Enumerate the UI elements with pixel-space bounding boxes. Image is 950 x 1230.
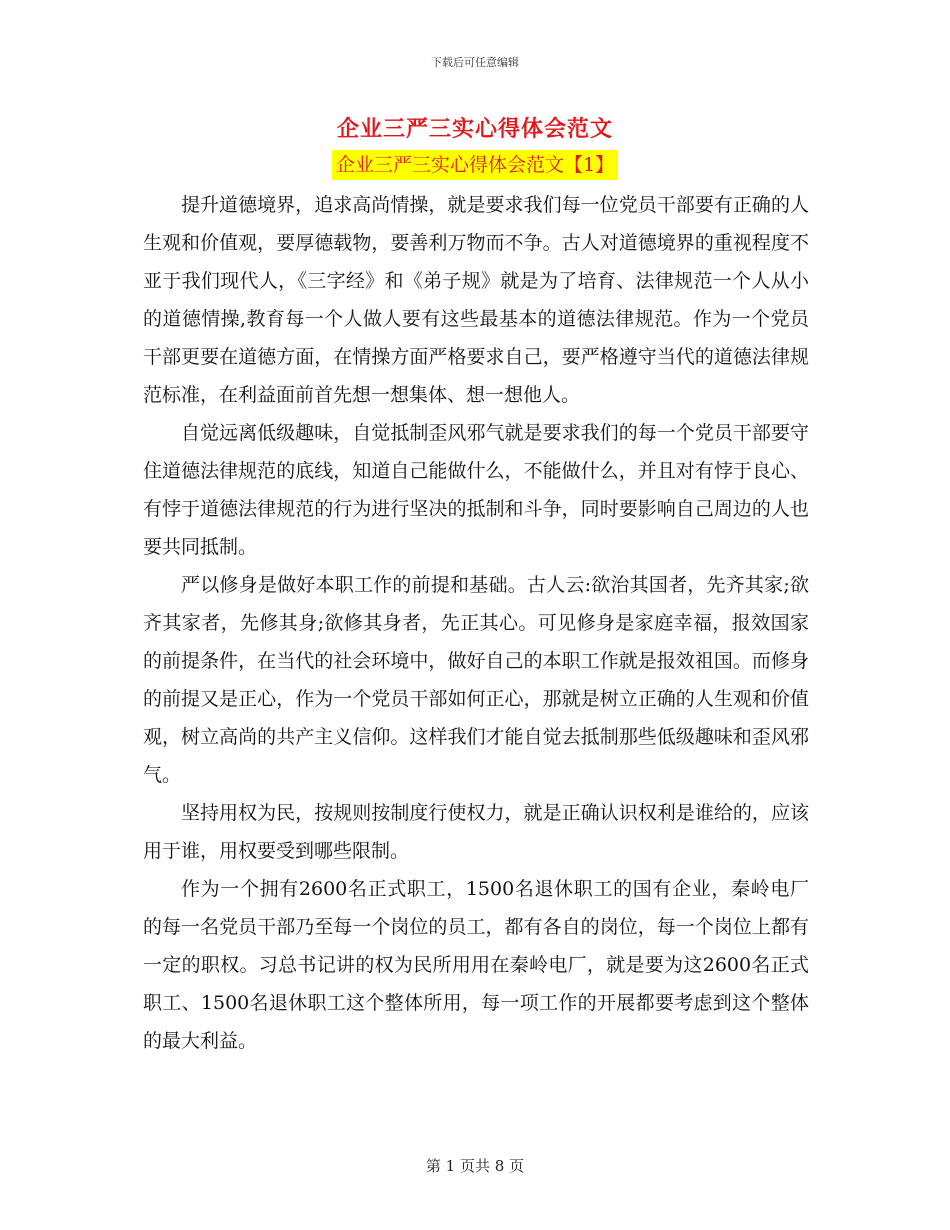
- header-note: 下载后可任意编辑: [431, 56, 519, 69]
- document-subtitle: 企业三严三实心得体会范文【1】: [332, 150, 618, 180]
- paragraph: 严以修身是做好本职工作的前提和基础。古人云:欲治其国者，先齐其家;欲齐其家者，先修其身;欲修其身者，先正其心。可见修身是家庭幸福，报效国家的前提条件，在当代的社会环境中，做好自己的本职工作就是报效祖国。而修身的前提又是正心，作为一个党员干部如何正心，那就是树立正确的人生观和价值观，树立高尚的共产主义信仰。这样我们才能自觉去抵制那些低级趣味和歪风邪气。: [143, 574, 809, 786]
- document-body: [143, 186, 809, 1060]
- paragraph: 作为一个拥有2600名正式职工，1500名退休职工的国有企业，秦岭电厂的每一名党员干部乃至每一个岗位的员工，都有各自的岗位，每一个岗位上都有一定的职权。习总书记讲的权为民所用用在秦岭电厂，就是要为这2600名正式职工、1500名退休职工这个整体所用，每一项工作的开展都要考虑到这个整体的最大利益。: [143, 878, 809, 1052]
- subtitle-container: [0, 150, 950, 180]
- paragraph: 自觉远离低级趣味，自觉抵制歪风邪气就是要求我们的每一个党员干部要守住道德法律规范的底线，知道自己能做什么，不能做什么，并且对有悖于良心、有悖于道德法律规范的行为进行坚决的抵制和斗争，同时要影响自己周边的人也要共同抵制。: [143, 422, 809, 558]
- paragraph: 坚持用权为民，按规则按制度行使权力，就是正确认识权利是谁给的，应该用于谁，用权要受到哪些限制。: [143, 802, 809, 862]
- document-title: 企业三严三实心得体会范文: [336, 116, 613, 142]
- page-indicator: 第 1 页共 8 页: [425, 1157, 525, 1175]
- paragraph: 提升道德境界，追求高尚情操，就是要求我们每一位党员干部要有正确的人生观和价值观，要厚德载物，要善利万物而不争。古人对道德境界的重视程度不亚于我们现代人，《三字经》和《弟子规》就是为了培育、法律规范一个人从小的道德情操,教育每一个人做人要有这些最基本的道德法律规范。作为一个党员干部更要在道德方面，在情操方面严格要求自己，要严格遵守当代的道德法律规范标准，在利益面前首先想一想集体、想一想他人。: [143, 194, 809, 406]
